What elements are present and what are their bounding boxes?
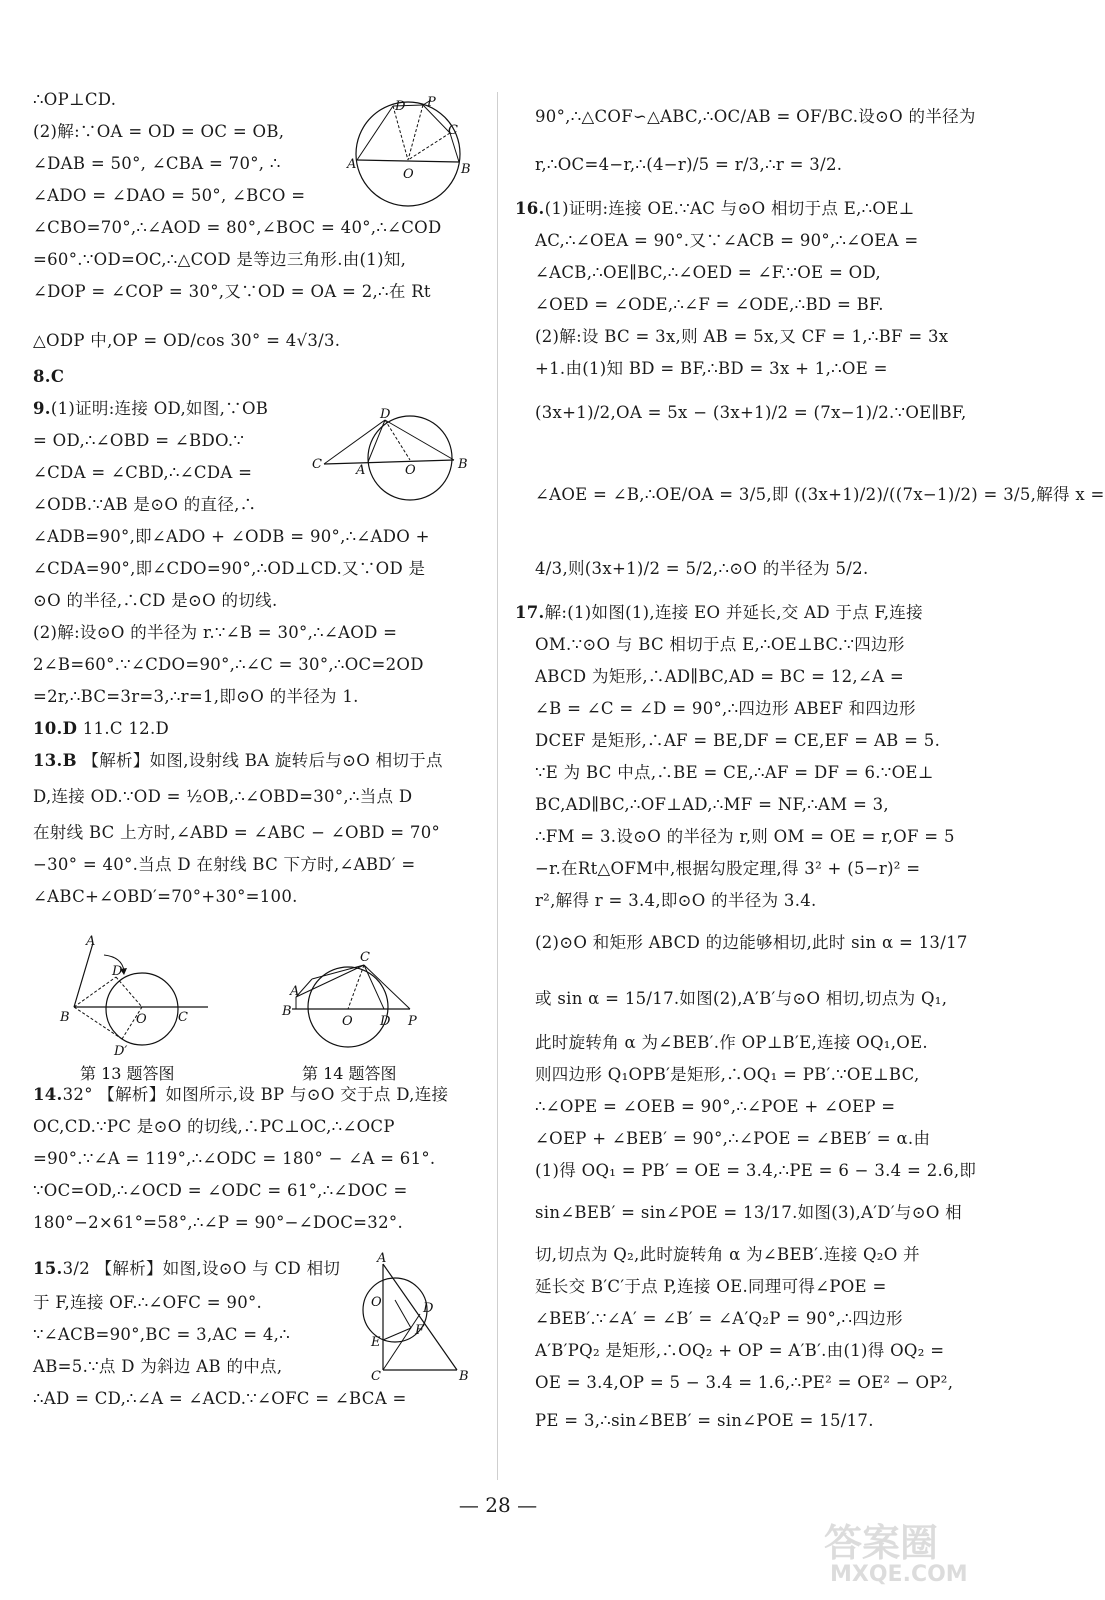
text-line: 9.(1)证明:连接 OD,如图,∵OB [33,399,269,418]
fig-label: F [415,1323,425,1338]
fig-label: O [405,463,416,478]
text-line: △ODP 中,OP = OD/cos 30° = 4√3/3. [33,331,341,350]
text-line: 16.(1)证明:连接 OE.∵AC 与⊙O 相切于点 E,∴OE⊥ [515,199,915,218]
text-line: 2∠B=60°.∵∠CDO=90°,∴∠C = 30°,∴OC=2OD [33,655,424,674]
problem-number: 10.D [33,719,78,738]
text-line: ∠CBO=70°,∴∠AOD = 80°,∠BOC = 40°,∴∠COD [33,218,442,237]
fig-label: B [282,1004,292,1019]
figure-problem-13 [60,935,220,1085]
fig-label: A [377,1251,387,1266]
text-line: (1)得 OQ₁ = PB′ = OE = 3.4,∴PE = 6 − 3.4 = 2.6,即 [535,1161,977,1180]
problem-number: 14. [33,1085,63,1104]
text-line: (3x+1)/2,OA = 5x − (3x+1)/2 = (7x−1)/2.∵OE∥BF, [535,403,967,422]
text-line: ∴FM = 3.设⊙O 的半径为 r,则 OM = OE = r,OF = 5 [535,827,955,846]
text-line: ⊙O 的半径,∴CD 是⊙O 的切线. [33,591,278,610]
text-line: ∠ODB.∵AB 是⊙O 的直径,∴ [33,495,257,514]
fig-label: D [380,1014,391,1029]
text-line: (2)解:设⊙O 的半径为 r.∵∠B = 30°,∴∠AOD = [33,623,398,642]
text-line: OC,CD.∵PC 是⊙O 的切线,∴PC⊥OC,∴∠OCP [33,1117,395,1136]
text-line: 14.32° 【解析】如图所示,设 BP 与⊙O 交于点 D,连接 [33,1085,449,1104]
figure-problem-15 [365,1252,475,1392]
text-line: BC,AD∥BC,∴OF⊥AD,∴MF = NF,∴AM = 3, [535,795,889,814]
watermark-url: MXQE.COM [830,1562,968,1587]
text-line: ∴AD = CD,∴∠A = ∠ACD.∵∠OFC = ∠BCA = [33,1389,407,1408]
text-line: ∠OED = ∠ODE,∴∠F = ∠ODE,∴BD = BF. [535,295,884,314]
fig-label: D [380,407,391,422]
text-line: 90°,∴△COF∽△ABC,∴OC/AB = OF/BC.设⊙O 的半径为 [535,107,976,126]
problem-number: 15. [33,1259,63,1278]
text-line: ∠ADO = ∠DAO = 50°, ∠BCO = [33,186,306,205]
problem-number: 13.B [33,751,77,770]
text-line: ∴∠OPE = ∠OEB = 90°,∴∠POE + ∠OEP = [535,1097,896,1116]
text-line: 或 sin α = 15/17.如图(2),A′B′与⊙O 相切,切点为 Q₁, [535,989,948,1008]
text-line: ∠ABC+∠OBD′=70°+30°=100. [33,887,298,906]
text-line: 13.B 【解析】如图,设射线 BA 旋转后与⊙O 相切于点 [33,751,443,770]
text-line: 此时旋转角 α 为∠BEB′.作 OP⊥B′E,连接 OQ₁,OE. [535,1033,928,1052]
text-line: (2)⊙O 和矩形 ABCD 的边能够相切,此时 sin α = 13/17 [535,933,968,952]
text-line: r,∴OC=4−r,∴(4−r)/5 = r/3,∴r = 3/2. [535,155,843,174]
watermark-logo: 答案圈 [824,1521,939,1565]
fig-label: D [112,964,123,979]
fig-label: E [371,1335,381,1350]
figure-problem-9 [312,408,480,508]
text-line: A′B′PQ₂ 是矩形,∴OQ₂ + OP = A′B′.由(1)得 OQ₂ = [535,1341,945,1360]
column-divider [497,92,498,1480]
text-line: +1.由(1)知 BD = BF,∴BD = 3x + 1,∴OE = [535,359,888,378]
text-line: ∠OEP + ∠BEB′ = 90°,∴∠POE = ∠BEB′ = α.由 [535,1129,931,1148]
text-line: 10.D 11.C 12.D [33,719,170,738]
text-line: =90°.∵∠A = 119°,∴∠ODC = 180° − ∠A = 61°. [33,1149,436,1168]
page-number: — 28 — [458,1493,538,1517]
watermark [818,1512,978,1592]
text-line: 在射线 BC 上方时,∠ABD = ∠ABC − ∠OBD = 70° [33,823,441,842]
fig-label: D [395,99,406,114]
text-line: D,连接 OD.∵OD = ½OB,∴∠OBD=30°,∴当点 D [33,787,413,806]
text-line: OM.∵⊙O 与 BC 相切于点 E,∴OE⊥BC.∵四边形 [535,635,905,654]
fig-label: O [371,1295,382,1310]
text-line: OE = 3.4,OP = 5 − 3.4 = 1.6,∴PE² = OE² − OP², [535,1373,954,1392]
text-line: ∠ADB=90°,即∠ADO + ∠ODB = 90°,∴∠ADO + [33,527,430,546]
text-line: =60°.∵OD=OC,∴△COD 是等边三角形.由(1)知, [33,250,407,269]
figure-problem-7 [345,96,475,196]
fig-label: C [448,123,458,138]
text-line: 则四边形 Q₁OPB′是矩形,∴OQ₁ = PB′.∵OE⊥BC, [535,1065,920,1084]
fig-label: D′ [114,1044,128,1059]
fig-label: D [423,1301,434,1316]
text-line: ∠BEB′.∵∠A′ = ∠B′ = ∠A′Q₂P = 90°,∴四边形 [535,1309,903,1328]
figure-caption-13: 第 13 题答图 [80,1064,175,1083]
text-line: ∠DOP = ∠COP = 30°,又∵OD = OA = 2,∴在 Rt [33,282,431,301]
text-line: 于 F,连接 OF.∴∠OFC = 90°. [33,1293,263,1312]
fig-label: C [371,1369,381,1384]
fig-label: B [461,162,471,177]
fig-label: O [136,1012,147,1027]
text-line: PE = 3,∴sin∠BEB′ = sin∠POE = 15/17. [535,1411,874,1430]
text-line: 切,切点为 Q₂,此时旋转角 α 为∠BEB′.连接 Q₂O 并 [535,1245,920,1264]
fig-label: B [459,1369,469,1384]
problem-number: 16. [515,199,545,218]
fig-label: A [290,984,300,999]
fig-label: O [403,167,414,182]
fig-label: O [342,1014,353,1029]
fig-label: C [360,950,370,965]
problem-number: 17. [515,603,545,622]
fig-label: C [178,1010,188,1025]
text-line: r²,解得 r = 3.4,即⊙O 的半径为 3.4. [535,891,817,910]
text-line: ABCD 为矩形,∴AD∥BC,AD = BC = 12,∠A = [535,667,904,686]
text-line: 15.3/2 【解析】如图,设⊙O 与 CD 相切 [33,1259,341,1278]
text-line: ∠DAB = 50°, ∠CBA = 70°, ∴ [33,154,281,173]
text-line: 延长交 B′C′于点 P,连接 OE.同理可得∠POE = [535,1277,887,1296]
problem-number: 8.C [33,367,65,386]
fig-label: A [347,157,357,172]
figure-problem-14 [280,935,440,1085]
fig-label: A [356,463,366,478]
text-line: ∵OC=OD,∴∠OCD = ∠ODC = 61°,∴∠DOC = [33,1181,408,1200]
text-line: ∠CDA = ∠CBD,∴∠CDA = [33,463,253,482]
fig-label: A [86,934,96,949]
text-line [33,366,64,388]
fig-label: P [408,1014,417,1029]
fig-label: B [60,1010,70,1025]
text-line: ∠AOE = ∠B,∴OE/OA = 3/5,即 ((3x+1)/2)/((7x−1)/2) = 3/5,解得 x = [535,485,1105,504]
text-line: AB=5.∵点 D 为斜边 AB 的中点, [33,1357,283,1376]
text-line: −r.在Rt△OFM中,根据勾股定理,得 3² + (5−r)² = [535,859,921,878]
text-line: ∠ACB,∴OE∥BC,∴∠OED = ∠F.∵OE = OD, [535,263,881,282]
text-line: =2r,∴BC=3r=3,∴r=1,即⊙O 的半径为 1. [33,687,359,706]
fig-label: P [427,95,436,110]
text-line: ∠B = ∠C = ∠D = 90°,∴四边形 ABEF 和四边形 [535,699,916,718]
figure-caption-14: 第 14 题答图 [302,1064,397,1083]
text-line: ∠CDA=90°,即∠CDO=90°,∴OD⊥CD.又∵OD 是 [33,559,426,578]
text-line: 180°−2×61°=58°,∴∠P = 90°−∠DOC=32°. [33,1213,403,1232]
text-line: (2)解:设 BC = 3x,则 AB = 5x,又 CF = 1,∴BF = 3x [535,327,949,346]
fig-label: C [312,457,322,472]
text-line: DCEF 是矩形,∴AF = BE,DF = CE,EF = AB = 5. [535,731,941,750]
fig-label: B [458,457,468,472]
text-line: sin∠BEB′ = sin∠POE = 13/17.如图(3),A′D′与⊙O 相 [535,1203,962,1222]
text-line: ∴OP⊥CD. [33,90,117,109]
text-line: 4/3,则(3x+1)/2 = 5/2,∴⊙O 的半径为 5/2. [535,559,869,578]
text-line: ∵E 为 BC 中点,∴BE = CE,∴AF = DF = 6.∵OE⊥ [535,763,934,782]
text-line: = OD,∴∠OBD = ∠BDO.∵ [33,431,245,450]
text-line: −30° = 40°.当点 D 在射线 BC 下方时,∠ABD′ = [33,855,416,874]
text-line: (2)解:∵OA = OD = OC = OB, [33,122,285,141]
text-line: ∵∠ACB=90°,BC = 3,AC = 4,∴ [33,1325,291,1344]
text-line: 17.解:(1)如图(1),连接 EO 并延长,交 AD 于点 F,连接 [515,603,923,622]
text-line: AC,∴∠OEA = 90°.又∵∠ACB = 90°,∴∠OEA = [535,231,919,250]
problem-number: 9. [33,399,51,418]
